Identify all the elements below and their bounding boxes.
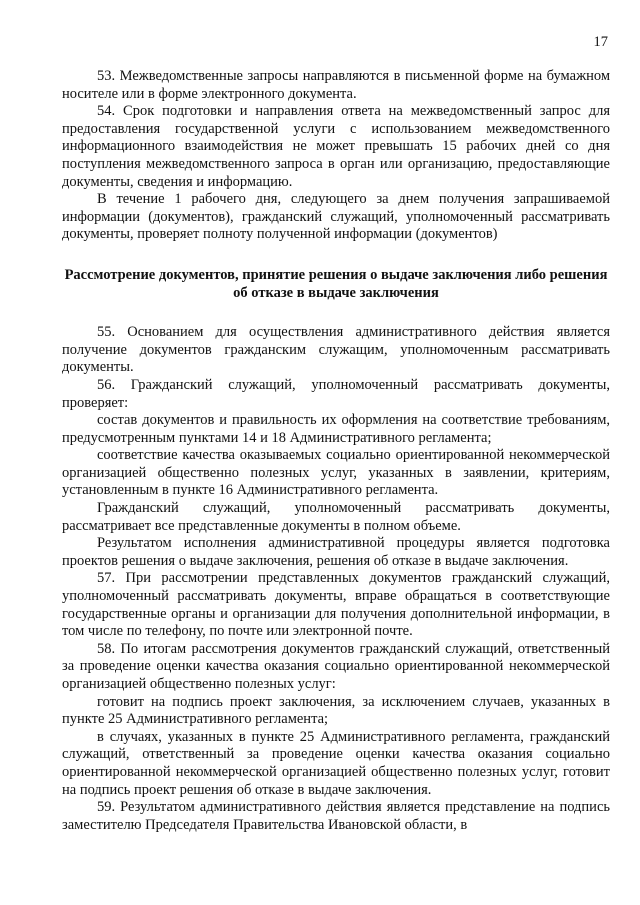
paragraph-57: 57. При рассмотрении представленных документов гражданский служащий, уполномоченный рассматривать документы, вправе обращаться в соответствующие государственные органы и организации для получения дополнительной информации, в том числе по телефону, по почте или электронной почте. xyxy=(62,570,610,640)
paragraph-56: 56. Гражданский служащий, уполномоченный рассматривать документы, проверяет: xyxy=(62,376,610,411)
paragraph-54-continuation: В течение 1 рабочего дня, следующего за днем получения запрашиваемой информации (документов), гражданский служащий, уполномоченный рассматривать документы, проверяет полноту полученной информации (документов) xyxy=(62,191,610,243)
paragraph-56-item-2: соответствие качества оказываемых социально ориентированной некоммерческой организацией общественно полезных услуг, указанных в заявлении, критериям, установленным в пункте 16 Административного регламента. xyxy=(62,447,610,499)
document-body xyxy=(62,68,610,834)
paragraph-59: 59. Результатом административного действия является представление на подпись заместителю Председателя Правительства Ивановской области, в xyxy=(62,799,610,833)
paragraph-56-review: Гражданский служащий, уполномоченный рассматривать документы, рассматривает все представленные документы в полном объеме. xyxy=(62,500,610,534)
paragraph-53: 53. Межведомственные запросы направляются в письменной форме на бумажном носителе или в форме электронного документа. xyxy=(62,68,610,102)
paragraph-55: 55. Основанием для осуществления административного действия является получение документов гражданским служащим, уполномоченным рассматривать документы. xyxy=(62,324,610,376)
section-heading: Рассмотрение документов, принятие решения о выдаче заключения либо решения об отказе в выдаче заключения xyxy=(64,266,608,301)
paragraph-56-item-1: состав документов и правильность их оформления на соответствие требованиям, предусмотренным пунктами 14 и 18 Административного регламента; xyxy=(62,412,610,446)
page-number: 17 xyxy=(593,34,608,50)
paragraph-58-item-1: готовит на подпись проект заключения, за исключением случаев, указанных в пункте 25 Административного регламента; xyxy=(62,693,610,728)
paragraph-56-result: Результатом исполнения административной процедуры является подготовка проектов решения о выдаче заключения, решения об отказе в выдаче заключения. xyxy=(62,535,610,569)
paragraph-58-item-2: в случаях, указанных в пункте 25 Административного регламента, гражданский служащий, ответственный за проведение оценки качества оказания социально ориентированной некоммерческой организацией общественно полезных услуг, готовит на подпись проект решения об отказе в выдаче заключения. xyxy=(62,728,610,798)
paragraph-58: 58. По итогам рассмотрения документов гражданский служащий, ответственный за проведение оценки качества оказания социально ориентированной некоммерческой организацией общественно полезных услуг: xyxy=(62,640,610,692)
paragraph-54: 54. Срок подготовки и направления ответа на межведомственный запрос для предоставления государственной услуги с использованием межведомственного информационного взаимодействия не может превышать 15 рабочих дней со дня поступления межведомственного запроса в орган или организацию, предоставляющие документы, сведения и информацию. xyxy=(62,103,610,190)
